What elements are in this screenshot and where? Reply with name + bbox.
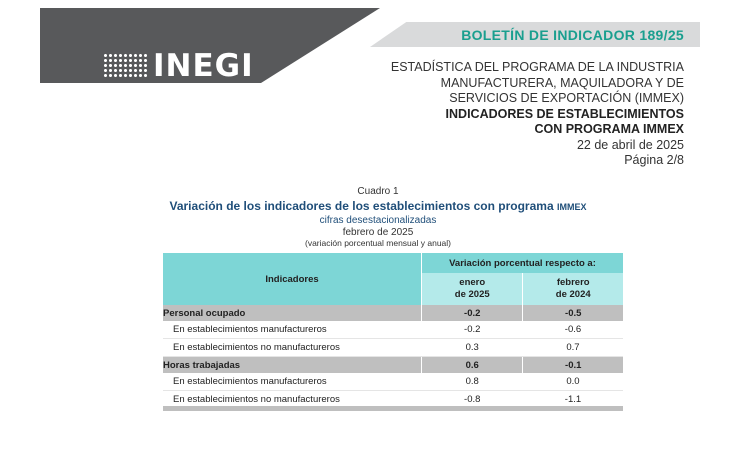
report-title-line: SERVICIOS DE EXPORTACIÓN (IMMEX) <box>449 91 684 105</box>
row-value-jan: 0.3 <box>422 339 523 357</box>
table-caption <box>0 186 756 249</box>
inegi-logo-text: INEGI <box>153 48 254 84</box>
table-row <box>163 321 623 339</box>
row-label: En establecimientos manufactureros <box>163 373 422 391</box>
inegi-logo-icon <box>103 53 147 79</box>
column-header-feb-line1: febrero <box>556 277 590 288</box>
table-subtitle: cifras desestacionalizadas <box>319 215 437 226</box>
table-row-cut-off <box>163 406 623 411</box>
table-period: febrero de 2025 <box>342 226 414 238</box>
column-header-feb-2024 <box>523 273 623 305</box>
row-value-feb: -1.1 <box>523 391 623 409</box>
row-value-feb: -0.5 <box>523 305 623 321</box>
table-row <box>163 357 623 374</box>
table-row <box>163 373 623 391</box>
report-header <box>324 60 684 169</box>
table-number: Cuadro 1 <box>357 186 399 197</box>
table-note: (variación porcentual mensual y anual) <box>305 238 451 248</box>
row-value-jan: -0.2 <box>422 321 523 339</box>
inegi-logo <box>103 48 254 84</box>
column-header-jan-line1: enero <box>459 277 486 288</box>
report-subject-line: CON PROGRAMA IMMEX <box>534 122 684 136</box>
column-header-jan-2025 <box>422 273 523 305</box>
report-title-line: MANUFACTURERA, MAQUILADORA Y DE <box>440 75 684 90</box>
report-title-line: ESTADÍSTICA DEL PROGRAMA DE LA INDUSTRIA <box>390 60 684 74</box>
table-title-program: IMMEX <box>556 202 587 212</box>
table-row <box>163 305 623 321</box>
column-header-jan-line2: de 2025 <box>454 289 490 300</box>
row-value-feb: -0.6 <box>523 321 623 339</box>
row-label: En establecimientos no manufactureros <box>163 391 422 409</box>
report-date: 22 de abril de 2025 <box>576 137 684 152</box>
row-label: En establecimientos manufactureros <box>163 321 422 339</box>
row-value-feb: -0.1 <box>523 357 623 374</box>
indicators-table <box>163 253 623 409</box>
table-title <box>0 198 756 215</box>
bulletin-title: BOLETÍN DE INDICADOR 189/25 <box>461 27 684 43</box>
page-number: Página 2/8 <box>624 153 684 167</box>
row-value-jan: 0.6 <box>422 357 523 374</box>
row-value-feb: 0.0 <box>523 373 623 391</box>
report-subject-line: INDICADORES DE ESTABLECIMIENTOS <box>445 106 684 121</box>
row-value-jan: 0.8 <box>422 373 523 391</box>
table-title-text: Variación de los indicadores de los establecimientos con programa <box>169 199 554 213</box>
column-header-group: Variación porcentual respecto a: <box>422 253 624 273</box>
row-label: Personal ocupado <box>163 305 422 321</box>
column-header-indicators: Indicadores <box>163 253 422 305</box>
row-label: En establecimientos no manufactureros <box>163 339 422 357</box>
row-value-jan: -0.2 <box>422 305 523 321</box>
row-value-feb: 0.7 <box>523 339 623 357</box>
row-label: Horas trabajadas <box>163 357 422 374</box>
table-row <box>163 339 623 357</box>
row-value-jan: -0.8 <box>422 391 523 409</box>
column-header-feb-line2: de 2024 <box>555 289 591 300</box>
